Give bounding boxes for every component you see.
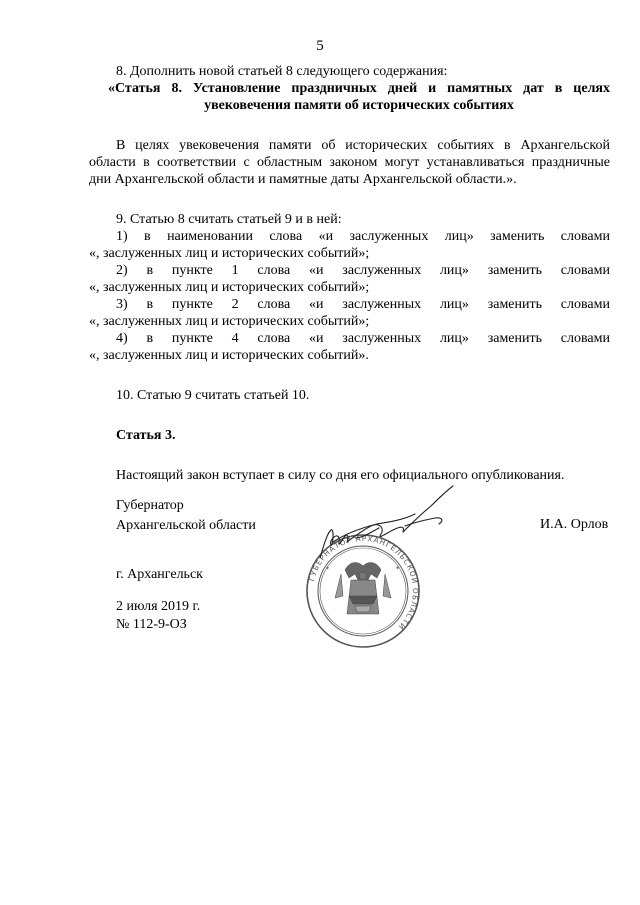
- subitem-2-line-1: 2) в пункте 1 слова «и заслуженных лиц» заменить словами: [116, 263, 610, 278]
- article-3-heading: Статья 3.: [116, 428, 176, 443]
- signatory-title-line-1: Губернатор: [116, 498, 184, 513]
- law-number: № 112-9-ОЗ: [116, 617, 187, 632]
- subitem-3-line-2: «, заслуженных лиц и исторических событий»;: [89, 314, 370, 329]
- signatory-title: [116, 496, 256, 536]
- subitem-4-line-1: 4) в пункте 4 слова «и заслуженных лиц» заменить словами: [116, 331, 610, 346]
- svg-text:✦: ✦: [395, 565, 401, 572]
- document-body: [89, 63, 610, 484]
- seal-ring-text: ГУБЕРНАТОР АРХАНГЕЛЬСКОЙ ОБЛАСТИ: [307, 533, 421, 633]
- subitem-2-line-2: «, заслуженных лиц и исторических событий»;: [89, 280, 370, 295]
- article-8-body-line-1: В целях увековечения памяти об исторических событиях в Архангельской: [116, 138, 610, 153]
- subitem-1: [89, 228, 610, 262]
- signatory-name: И.А. Орлов: [540, 517, 609, 532]
- official-seal-with-signature: [285, 478, 485, 653]
- seal-icon: [307, 534, 420, 647]
- signatory-title-line-2: Архангельской области: [116, 518, 256, 533]
- city: г. Архангельск: [116, 567, 203, 582]
- item-8-intro: 8. Дополнить новой статьей 8 следующего содержания:: [116, 64, 448, 79]
- article-8-body-line-2: области в соответствии с областным законом могут устанавливаться праздничные: [89, 155, 610, 170]
- subitem-2: [89, 262, 610, 296]
- article-8-heading-line-2: увековечения памяти об исторических событиях: [204, 98, 514, 113]
- subitem-4-line-2: «, заслуженных лиц и исторических событий».: [89, 348, 369, 363]
- signing-date: 2 июля 2019 г.: [116, 599, 201, 614]
- subitem-3: [89, 296, 610, 330]
- item-10: 10. Статью 9 считать статьей 10.: [116, 388, 310, 403]
- article-8-body-line-3: дни Архангельской области и памятные даты Архангельской области.».: [89, 172, 517, 187]
- subitem-1-line-1: 1) в наименовании слова «и заслуженных лиц» заменить словами: [116, 229, 610, 244]
- article-8-heading-line-1: «Статья 8. Установление праздничных дней и памятных дат в целях: [108, 81, 610, 96]
- subitem-1-line-2: «, заслуженных лиц и исторических событий»;: [89, 246, 370, 261]
- item-9-intro: 9. Статью 8 считать статьей 9 и в ней:: [116, 212, 342, 227]
- subitem-3-line-1: 3) в пункте 2 слова «и заслуженных лиц» заменить словами: [116, 297, 610, 312]
- subitem-4: [89, 330, 610, 364]
- article-3-body: Настоящий закон вступает в силу со дня его официального опубликования.: [116, 468, 565, 483]
- svg-text:✦: ✦: [325, 565, 331, 572]
- page-number: 5: [316, 38, 324, 54]
